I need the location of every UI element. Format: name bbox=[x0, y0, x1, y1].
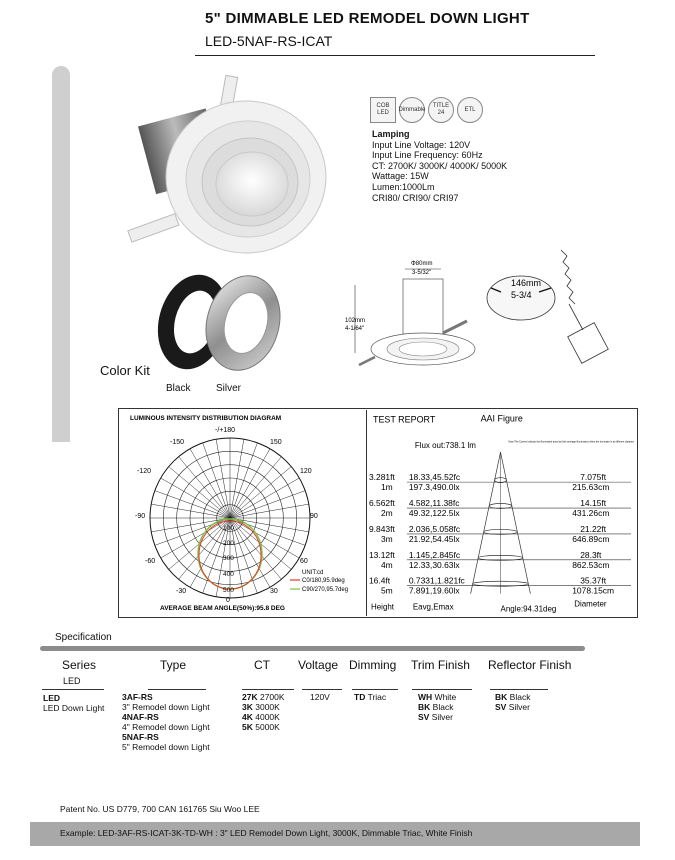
diameter-inch-label: 3-5/32" bbox=[412, 270, 432, 276]
color-kit-silver-label: Silver bbox=[216, 383, 242, 394]
spec-desc: 5" Remodel down Light bbox=[122, 742, 210, 752]
series-options bbox=[43, 693, 104, 713]
row-diameter-cm: 1078.15cm bbox=[572, 585, 615, 596]
dimension-drawing bbox=[345, 255, 475, 385]
reflector-finish-header: Reflector Finish bbox=[488, 658, 572, 672]
voltage-rule bbox=[302, 689, 342, 690]
height-footer: Height bbox=[370, 602, 395, 612]
cob-led-icon: COB LED bbox=[370, 97, 396, 123]
row-height-ft: 16.4ft bbox=[368, 575, 391, 586]
angle-label: 120 bbox=[300, 468, 312, 475]
trim-rule bbox=[412, 689, 472, 690]
spec-desc: 2700K bbox=[259, 692, 285, 702]
specification-label: Specification bbox=[55, 632, 112, 643]
ct-header: CT bbox=[254, 658, 270, 672]
patent-text: Patent No. US D779, 700 CAN 161765 Siu Woo LEE bbox=[60, 804, 260, 814]
lamping-heading: Lamping bbox=[372, 129, 410, 139]
eavg-footer: Eavg,Emax bbox=[412, 602, 454, 612]
downlight-product-image bbox=[128, 72, 328, 257]
row-diameter-cm: 646.89cm bbox=[572, 533, 610, 544]
angle-label: -90 bbox=[135, 513, 146, 520]
row-fc: 18.33,45.52fc bbox=[408, 472, 461, 483]
color-kit-label: Color Kit bbox=[100, 363, 150, 378]
spec-code: WH bbox=[418, 692, 433, 702]
spec-desc: White bbox=[434, 692, 457, 702]
spec-desc: 4" Remodel down Light bbox=[122, 722, 210, 732]
reflector-options bbox=[495, 692, 530, 712]
cutout-mm-label: 146mm bbox=[511, 278, 542, 288]
row-diameter-cm: 431.26cm bbox=[572, 507, 610, 518]
spec-code: 5K bbox=[242, 722, 253, 732]
page-title: 5" DIMMABLE LED REMODEL DOWN LIGHT bbox=[205, 10, 530, 27]
left-accent-bar bbox=[52, 66, 70, 442]
series-header: Series bbox=[62, 658, 97, 672]
reflector-rule bbox=[490, 689, 548, 690]
spec-desc: Black bbox=[432, 702, 454, 712]
angle-label: -150 bbox=[170, 439, 185, 446]
series-rule bbox=[42, 689, 104, 690]
row-diameter-ft: 14.15ft bbox=[580, 498, 607, 509]
voltage-header: Voltage bbox=[298, 658, 339, 672]
lamping-line: CRI80/ CRI90/ CRI97 bbox=[372, 192, 459, 203]
test-report-rows bbox=[369, 472, 631, 596]
type-options bbox=[122, 692, 210, 752]
dimming-header: Dimming bbox=[349, 658, 397, 672]
cone-edge-right bbox=[501, 452, 531, 593]
row-height-ft: 3.281ft bbox=[368, 472, 395, 483]
spec-desc: Silver bbox=[508, 702, 530, 712]
spec-code: SV bbox=[418, 712, 430, 722]
spec-desc: Black bbox=[509, 692, 531, 702]
test-note: Note:The Curves indicate the illuminated area and the average illumination when the luminaire is at different distance bbox=[508, 439, 635, 444]
diameter-footer: Diameter bbox=[574, 599, 607, 609]
radial-label: 400 bbox=[223, 571, 234, 578]
row-fc: 0.7331,1.821fc bbox=[408, 575, 465, 586]
type-rule bbox=[148, 689, 206, 690]
test-report-title: TEST REPORT bbox=[372, 414, 436, 425]
angle-label: -120 bbox=[137, 468, 152, 475]
angle-label: 150 bbox=[270, 439, 282, 446]
spec-desc: Triac bbox=[367, 692, 387, 702]
row-fc: 2.036,5.058fc bbox=[408, 523, 461, 534]
spec-desc: 5000K bbox=[255, 722, 280, 732]
spec-code: 4NAF-RS bbox=[122, 712, 159, 722]
polar-title: LUMINOUS INTENSITY DISTRIBUTION DIAGRAM bbox=[130, 415, 282, 422]
cone-edge-left bbox=[471, 452, 501, 593]
ct-rule bbox=[242, 689, 294, 690]
spec-desc: 3000K bbox=[255, 702, 280, 712]
spec-desc: 4000K bbox=[255, 712, 280, 722]
angle-label: -60 bbox=[145, 558, 156, 565]
specification-divider bbox=[40, 646, 585, 651]
spec-code: BK bbox=[495, 692, 508, 702]
angle-footer: Angle:94.31deg bbox=[500, 604, 557, 614]
trim-finish-header: Trim Finish bbox=[411, 658, 470, 672]
row-height-m: 4m bbox=[380, 559, 393, 570]
row-diameter-cm: 862.53cm bbox=[572, 559, 610, 570]
spec-code: 3K bbox=[242, 702, 253, 712]
row-height-ft: 13.12ft bbox=[368, 549, 395, 560]
type-header: Type bbox=[160, 658, 187, 672]
color-kit-rings-image bbox=[155, 270, 285, 375]
etl-icon: ETL bbox=[457, 97, 483, 123]
row-height-m: 5m bbox=[380, 585, 393, 596]
ct-options bbox=[242, 692, 285, 732]
spec-desc: 3" Remodel down Light bbox=[122, 702, 210, 712]
spec-code: BK bbox=[418, 702, 431, 712]
angle-label: 60 bbox=[300, 558, 308, 565]
polar-distribution-diagram bbox=[120, 410, 366, 616]
row-lx: 21.92,54.45lx bbox=[408, 533, 460, 544]
example-text: Example: LED-3AF-RS-ICAT-3K-TD-WH : 3" LED Remodel Down Light, 3000K, Dimmable Triac, White Finish bbox=[60, 828, 473, 838]
row-lx: 197.3,490.0lx bbox=[408, 482, 460, 493]
row-height-m: 2m bbox=[380, 507, 393, 518]
row-height-m: 1m bbox=[380, 482, 393, 493]
beam-cone bbox=[471, 452, 531, 593]
aai-test-report bbox=[366, 410, 637, 616]
angle-label: -30 bbox=[176, 588, 187, 595]
spec-desc: 120V bbox=[310, 692, 330, 702]
polar-unit: UNIT:cd bbox=[302, 570, 324, 576]
certification-badges bbox=[370, 97, 483, 125]
model-number: LED-5NAF-RS-ICAT bbox=[205, 33, 333, 49]
spec-code: 5NAF-RS bbox=[122, 732, 159, 742]
legend-c0: C0/180,95.9deg bbox=[302, 578, 345, 584]
height-inch-label: 4-1/64" bbox=[345, 326, 365, 332]
trim-options bbox=[418, 692, 456, 722]
row-lx: 49.32,122.5lx bbox=[408, 507, 460, 518]
flux-out-label: Flux out:738.1 lm bbox=[414, 441, 476, 451]
radial-label: 200 bbox=[223, 540, 234, 547]
row-height-ft: 9.843ft bbox=[368, 523, 395, 534]
color-kit-black-label: Black bbox=[166, 383, 191, 394]
spec-code: TD bbox=[354, 692, 366, 702]
row-height-m: 3m bbox=[380, 533, 393, 544]
row-diameter-ft: 35.37ft bbox=[580, 575, 607, 586]
dimming-rule bbox=[352, 689, 398, 690]
voltage-options bbox=[310, 692, 330, 702]
row-diameter-ft: 28.3ft bbox=[580, 549, 602, 560]
spec-code: SV bbox=[495, 702, 507, 712]
cutout-drawing bbox=[483, 248, 608, 378]
dimming-options bbox=[354, 692, 386, 702]
spec-code: 27K bbox=[242, 692, 258, 702]
row-lx: 7.891,19.60lx bbox=[408, 585, 460, 596]
row-diameter-cm: 215.63cm bbox=[572, 482, 610, 493]
row-diameter-ft: 7.075ft bbox=[580, 472, 607, 483]
row-fc: 4.582,11.38fc bbox=[408, 498, 460, 509]
spec-code: 4K bbox=[242, 712, 253, 722]
lamping-line: CT: 2700K/ 3000K/ 4000K/ 5000K bbox=[372, 160, 508, 171]
angle-label: -/+180 bbox=[215, 427, 236, 434]
dimmable-icon: Dimmable bbox=[399, 97, 425, 123]
aai-figure-title: AAI Figure bbox=[480, 413, 523, 424]
angle-label: 90 bbox=[310, 513, 318, 520]
radial-label: 500 bbox=[223, 587, 234, 594]
row-diameter-ft: 21.22ft bbox=[580, 523, 607, 534]
cutout-inch-label: 5-3/4 bbox=[511, 290, 532, 300]
legend-c90: C90/270,95.7deg bbox=[302, 587, 349, 593]
radial-label: 100 bbox=[223, 525, 234, 532]
height-label: 102mm bbox=[345, 318, 366, 324]
spec-desc: Silver bbox=[431, 712, 453, 722]
angle-label: 0 bbox=[226, 597, 230, 604]
title-divider bbox=[195, 55, 595, 56]
lamping-line: Lumen:1000Lm bbox=[372, 181, 435, 192]
row-fc: 1.145,2.845fc bbox=[408, 549, 461, 560]
beam-angle-label: AVERAGE BEAM ANGLE(50%):95.8 DEG bbox=[160, 605, 285, 612]
lamping-line: Wattage: 15W bbox=[372, 171, 429, 182]
lamping-specs bbox=[372, 129, 507, 203]
spec-desc: LED Down Light bbox=[43, 703, 105, 713]
diameter-label: Φ80mm bbox=[411, 261, 433, 267]
series-subheader: LED bbox=[63, 676, 81, 686]
angle-label: 30 bbox=[270, 588, 278, 595]
lamping-line: Input Line Voltage: 120V bbox=[372, 139, 471, 150]
lamping-line: Input Line Frequency: 60Hz bbox=[372, 150, 483, 161]
radial-label: 300 bbox=[223, 555, 234, 562]
title24-icon: TITLE 24 bbox=[428, 97, 454, 123]
spec-code: 3AF-RS bbox=[122, 692, 153, 702]
row-lx: 12.33,30.63lx bbox=[408, 559, 460, 570]
row-height-ft: 6.562ft bbox=[368, 498, 395, 509]
spec-code: LED bbox=[43, 693, 60, 703]
